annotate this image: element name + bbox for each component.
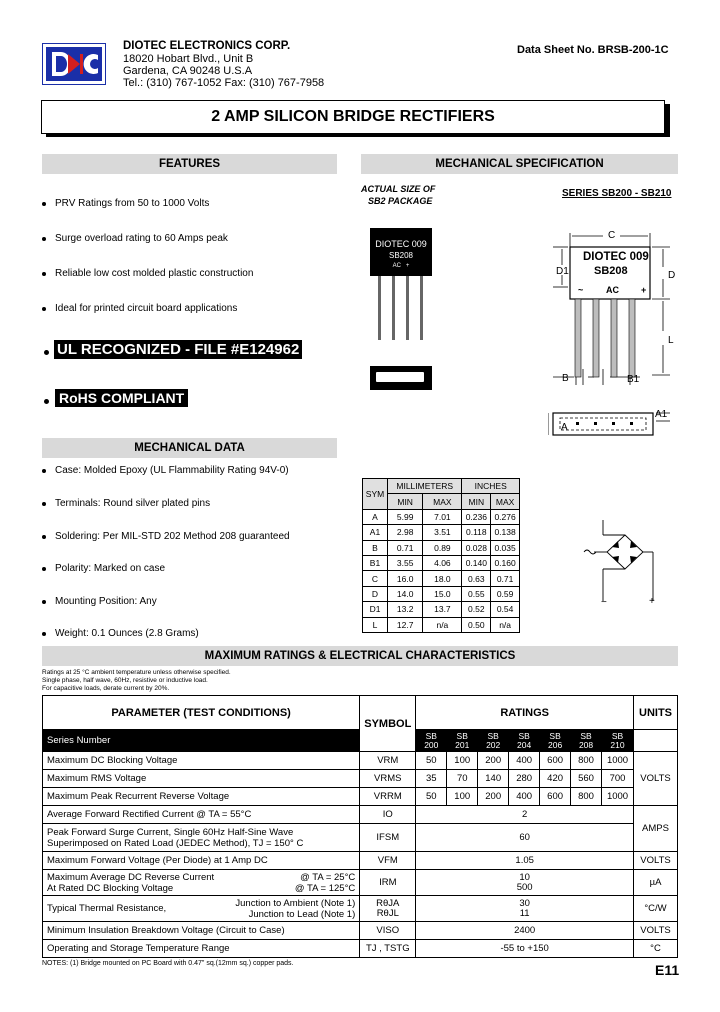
dim-in-header: INCHES (462, 479, 520, 494)
dim-row: A 5.99 7.01 0.236 0.276 (363, 509, 520, 524)
mech-data-item: Polarity: Marked on case (42, 563, 165, 574)
package-pin (392, 276, 395, 340)
dim-label-d1: D1 (556, 266, 569, 277)
outline-plus-label: + (641, 285, 647, 295)
dim-max-header: MAX (423, 494, 462, 509)
dim-label-c: C (608, 230, 616, 241)
series-cell: SB 210 (602, 730, 634, 752)
row-io: Average Forward Rectified Current @ TA = 55°C IO 2 AMPS (43, 806, 678, 824)
row-vrms: Maximum RMS Voltage VRMS 35 70 140 280 420 560 700 (43, 770, 678, 788)
rohs-bullet (44, 399, 49, 404)
dim-sym-header: SYM (363, 479, 388, 510)
dim-row: D1 13.2 13.7 0.52 0.54 (363, 602, 520, 617)
series-cell: SB 208 (571, 730, 602, 752)
ratings-note: Single phase, half wave, 60Hz, resistive or inductive load. (42, 677, 208, 684)
dimensions-table (362, 478, 520, 633)
row-ir: Maximum Average DC Reverse Current At Rated DC Blocking Voltage @ TA = 25°C @ TA = 125°C IRM 10 500 µA (43, 870, 678, 896)
row-vpk: Maximum Peak Recurrent Reverse Voltage VRRM 50 100 200 400 600 800 1000 (43, 788, 678, 806)
mech-data-item: Weight: 0.1 Ounces (2.8 Grams) (42, 628, 199, 639)
series-cell: SB 200 (416, 730, 447, 752)
outline-ac-label: AC (606, 285, 619, 295)
dim-row: A1 2.98 3.51 0.118 0.138 (363, 525, 520, 540)
dim-row: D 14.0 15.0 0.55 0.59 (363, 586, 520, 601)
mech-spec-heading: MECHANICAL SPECIFICATION (361, 154, 678, 174)
row-tj: Operating and Storage Temperature Range TJ , TSTG -55 to +150 °C (43, 940, 678, 958)
chip-marking-1: DIOTEC 009 (375, 239, 427, 249)
feature-item: Ideal for printed circuit board applications (42, 303, 237, 314)
ul-bullet (44, 350, 49, 355)
dim-label-b1: B1 (627, 374, 640, 385)
col-ratings: RATINGS (416, 696, 634, 730)
outline-chip-text-2: SB208 (594, 265, 628, 277)
dim-label-a1: A1 (655, 409, 668, 420)
ratings-table (42, 695, 678, 958)
series-cell: SB 202 (478, 730, 509, 752)
feature-item: PRV Ratings from 50 to 1000 Volts (42, 198, 209, 209)
bridge-circuit-symbol (580, 515, 670, 610)
feature-item: Surge overload rating to 60 Amps peak (42, 233, 228, 244)
ratings-note: Ratings at 25 °C ambient temperature unless otherwise specified. (42, 669, 231, 676)
unit-amps: AMPS (634, 806, 678, 852)
package-pin (378, 276, 381, 340)
dim-mm-header: MILLIMETERS (388, 479, 462, 494)
dim-row: C 16.0 18.0 0.63 0.71 (363, 571, 520, 586)
series-label: SERIES SB200 - SB210 (562, 188, 672, 199)
dim-max-header: MAX (491, 494, 520, 509)
dim-row: B 0.71 0.89 0.028 0.035 (363, 540, 520, 555)
series-cell: SB 206 (540, 730, 571, 752)
dim-label-d: D (668, 270, 676, 281)
row-vf: Maximum Forward Voltage (Per Diode) at 1 Amp DC VFM 1.05 VOLTS (43, 852, 678, 870)
features-heading: FEATURES (42, 154, 337, 174)
mech-data-item: Mounting Position: Any (42, 596, 157, 607)
row-ifsm: Peak Forward Surge Current, Single 60Hz Half-Sine Wave Superimposed on Rated Load (JEDEC Method), TJ = 150° C IFSM 60 (43, 824, 678, 852)
company-address-1: 18020 Hobart Blvd., Unit B (123, 53, 254, 65)
ac-marking: AC (392, 263, 401, 269)
package-label: SB2 PACKAGE (368, 196, 433, 206)
feature-item: Reliable low cost molded plastic construction (42, 268, 253, 279)
unit-volts: VOLTS (634, 752, 678, 806)
ratings-heading: MAXIMUM RATINGS & ELECTRICAL CHARACTERISTICS (42, 646, 678, 666)
package-pin (406, 276, 409, 340)
page-number: E11 (655, 962, 680, 978)
dim-row: B1 3.55 4.06 0.140 0.160 (363, 555, 520, 570)
series-cell: SB 201 (447, 730, 478, 752)
company-name: DIOTEC ELECTRONICS CORP. (123, 40, 291, 52)
dim-label-a: A (561, 422, 568, 433)
outline-minus-label: ~ (578, 285, 584, 295)
row-viso: Minimum Insulation Breakdown Voltage (Circuit to Case) VISO 2400 VOLTS (43, 922, 678, 940)
col-symbol: SYMBOL (360, 696, 416, 752)
series-cell: SB 204 (509, 730, 540, 752)
dim-min-header: MIN (388, 494, 423, 509)
row-thermal: Typical Thermal Resistance, Junction to Ambient (Note 1) Junction to Lead (Note 1) RθJA RθJL 30 11 °C/W (43, 896, 678, 922)
col-units: UNITS (634, 696, 678, 730)
circuit-minus-label: − (601, 597, 607, 608)
company-logo (42, 43, 106, 85)
package-bottom-view (370, 366, 432, 390)
dim-row: L 12.7 n/a 0.50 n/a (363, 617, 520, 632)
dim-min-header: MIN (462, 494, 491, 509)
outline-chip-text-1: DIOTEC 009 (583, 251, 649, 263)
circuit-plus-label: + (649, 596, 655, 607)
rohs-badge: RoHS COMPLIANT (55, 389, 188, 407)
company-address-2: Gardena, CA 90248 U.S.A (123, 65, 253, 77)
dim-label-l: L (668, 335, 674, 346)
chip-marking-2: SB208 (388, 251, 414, 260)
page-title: 2 AMP SILICON BRIDGE RECTIFIERS (41, 100, 665, 134)
dim-label-b: B (562, 373, 569, 384)
mech-data-item: Terminals: Round silver plated pins (42, 498, 210, 509)
series-number-label: Series Number (43, 730, 360, 752)
company-phone: Tel.: (310) 767-1052 Fax: (310) 767-7958 (123, 77, 325, 89)
footer-notes: NOTES: (1) Bridge mounted on PC Board with 0.47" sq.(12mm sq.) copper pads. (42, 960, 294, 967)
row-vrrm: Maximum DC Blocking Voltage VRM 50 100 200 400 600 800 1000 VOLTS (43, 752, 678, 770)
actual-size-label: ACTUAL SIZE OF (361, 184, 436, 194)
mech-data-heading: MECHANICAL DATA (42, 438, 337, 458)
mech-data-item: Soldering: Per MIL-STD 202 Method 208 guaranteed (42, 531, 290, 542)
package-actual-size (370, 228, 432, 276)
ratings-note: For capacitive loads, derate current by 20%. (42, 685, 170, 692)
mech-data-item: Case: Molded Epoxy (UL Flammability Rating 94V-0) (42, 465, 289, 476)
datasheet-number: Data Sheet No. BRSB-200-1C (517, 44, 669, 56)
col-parameter: PARAMETER (TEST CONDITIONS) (43, 696, 360, 730)
package-pin (420, 276, 423, 340)
ul-recognized-badge: UL RECOGNIZED - FILE #E124962 (54, 340, 302, 359)
plus-marking: + (405, 263, 410, 269)
